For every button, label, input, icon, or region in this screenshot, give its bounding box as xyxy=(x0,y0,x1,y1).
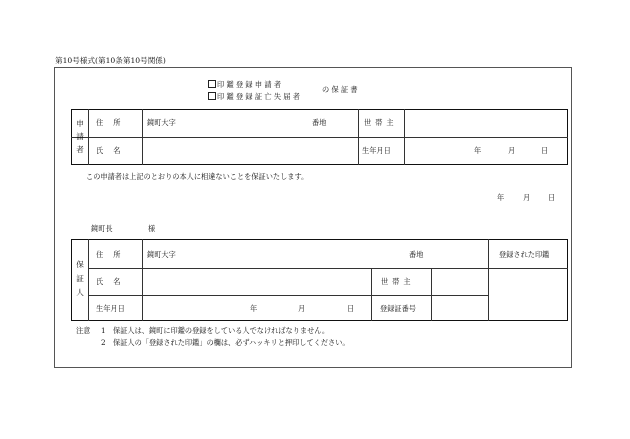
guarantor-address-label: 住所 xyxy=(96,250,131,259)
checkbox-icon[interactable] xyxy=(208,80,216,88)
date-month: 月 xyxy=(523,193,531,202)
note-1: 保証人は、鏡町に印鑑の登録をしている人でなければなりません。 xyxy=(113,326,330,335)
guarantor-side-label: 保証人 xyxy=(76,260,84,297)
guarantee-statement: この申請者は上記のとおりの本人に相違ないことを保証いたします。 xyxy=(86,172,309,181)
guarantor-address-prefix: 鏡町大字 xyxy=(147,250,176,259)
guarantor-householder-field[interactable] xyxy=(434,271,485,292)
applicant-lot-label: 番地 xyxy=(312,118,327,127)
guarantor-cert-no-field[interactable] xyxy=(434,298,485,318)
notes-head: 注意 xyxy=(76,326,91,335)
applicant-dob-day: 日 xyxy=(541,146,549,155)
applicant-dob-month: 月 xyxy=(508,146,516,155)
applicant-address-field[interactable] xyxy=(175,114,305,132)
date-day: 日 xyxy=(548,193,556,202)
applicant-householder-field[interactable] xyxy=(407,112,565,134)
guarantor-dob-year: 年 xyxy=(250,304,258,313)
title-option-lost-text: 印 鑑 登 録 証 亡 失 届 者 xyxy=(217,92,300,101)
guarantor-lot-label: 番地 xyxy=(409,250,424,259)
applicant-side-label: 申請者 xyxy=(76,119,84,154)
applicant-householder-label: 世帯主 xyxy=(364,118,398,127)
note-1-num: 1 xyxy=(101,326,106,335)
applicant-address-label: 住所 xyxy=(96,118,131,127)
guarantor-name-label: 氏名 xyxy=(96,277,131,286)
note-2-num: 2 xyxy=(101,338,106,347)
applicant-dob-year: 年 xyxy=(474,146,482,155)
title-option-applicant xyxy=(208,80,281,88)
form-label: 第10号様式(第10条第10号関係) xyxy=(55,56,166,65)
registered-seal-box[interactable] xyxy=(490,270,566,319)
addressee-honorific: 様 xyxy=(148,224,156,233)
guarantor-name-field[interactable] xyxy=(145,271,367,292)
addressee-mayor: 鏡町長 xyxy=(91,224,113,233)
guarantor-address-field[interactable] xyxy=(175,244,405,264)
applicant-name-label: 氏名 xyxy=(96,146,131,155)
applicant-dob-label: 生年月日 xyxy=(362,146,391,155)
title-option-applicant-text: 印 鑑 登 録 申 請 者 xyxy=(217,80,282,89)
guarantor-householder-label: 世帯主 xyxy=(381,277,415,286)
guarantor-dob-day: 日 xyxy=(347,304,355,313)
guarantor-dob-month: 月 xyxy=(298,304,306,313)
checkbox-icon[interactable] xyxy=(208,92,216,100)
title-option-lost xyxy=(208,92,300,100)
registered-seal-label: 登録された印鑑 xyxy=(499,250,550,259)
note-2: 保証人の「登録された印鑑」の欄は、必ずハッキリと押印してください。 xyxy=(113,338,350,347)
guarantor-cert-no-label: 登録証番号 xyxy=(380,304,416,313)
title-suffix: の 保 証 書 xyxy=(322,85,358,94)
date-year: 年 xyxy=(497,193,505,202)
applicant-address-prefix: 鏡町大字 xyxy=(147,118,176,127)
guarantor-dob-label: 生年月日 xyxy=(96,304,125,313)
applicant-name-field[interactable] xyxy=(145,140,355,162)
